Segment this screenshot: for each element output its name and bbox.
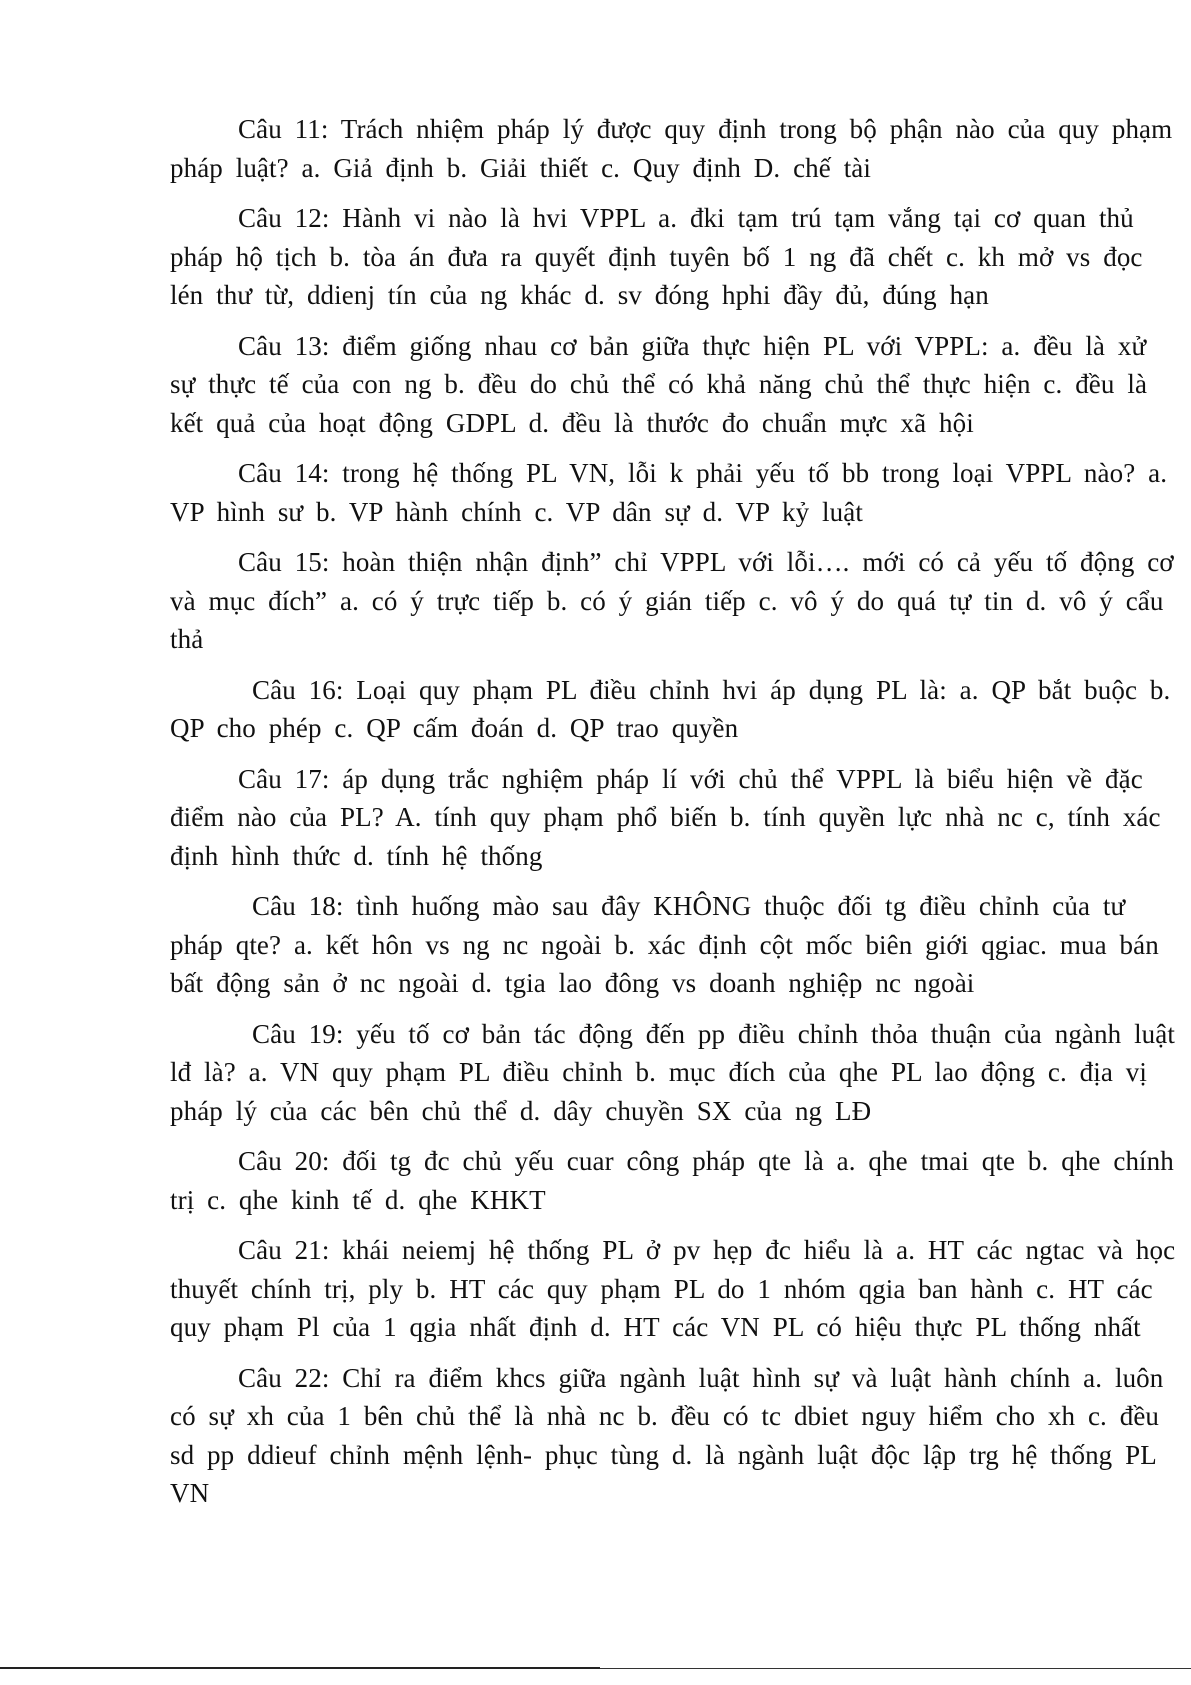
question-list — [170, 110, 1180, 1525]
question-11: Câu 11: Trách nhiệm pháp lý được quy định trong bộ phận nào của quy phạm pháp luật? a. Giả định b. Giải thiết c. Quy định D. chế tài — [170, 114, 1173, 183]
question-17: Câu 17: áp dụng trắc nghiệm pháp lí với chủ thể VPPL là biểu hiện về đặc điểm nào của PL? A. tính quy phạm phổ biến b. tính quyền lực nhà nc c, tính xác định hình thức d. tính hệ thống — [170, 763, 1161, 871]
question-15: Câu 15: hoàn thiện nhận định” chỉ VPPL với lỗi…. mới có cả yếu tố động cơ và mục đích” a. có ý trực tiếp b. có ý gián tiếp c. vô ý do quá tự tin d. vô ý cẩu thả — [170, 547, 1174, 654]
question-22: Câu 22: Chỉ ra điểm khcs giữa ngành luật hình sự và luật hành chính a. luôn có sự xh của 1 bên chủ thể là nhà nc b. đều có tc dbiet nguy hiểm cho xh c. đều sd pp ddieuf chỉnh mệnh lệnh- phục tùng d. là ngành luật độc lập trg hệ thống PL VN — [170, 1362, 1164, 1508]
question-13: Câu 13: điểm giống nhau cơ bản giữa thực hiện PL với VPPL: a. đều là xử sự thực tế của con ng b. đều do chủ thể có khả năng chủ thể thực hiện c. đều là kết quả của hoạt động GDPL d. đều là thước đo chuẩn mực xã hội — [170, 330, 1148, 438]
question-14: Câu 14: trong hệ thống PL VN, lỗi k phải yếu tố bb trong loại VPPL nào? a. VP hình sư b. VP hành chính c. VP dân sự d. VP kỷ luật — [170, 458, 1168, 527]
question-19: Câu 19: yếu tố cơ bản tác động đến pp điều chỉnh thỏa thuận của ngành luật lđ là? a. VN quy phạm PL điều chỉnh b. mục đích của qhe PL lao động c. địa vị pháp lý của các bên chủ thể d. dây chuyền SX của ng LĐ — [170, 1018, 1175, 1126]
page-bottom-rule-segment — [0, 1667, 600, 1669]
question-12: Câu 12: Hành vi nào là hvi VPPL a. đki tạm trú tạm vắng tại cơ quan thủ pháp hộ tịch b. tòa án đưa ra quyết định tuyên bố 1 ng đã chết c. kh mở vs đọc lén thư từ, ddienj tín của ng khác d. sv đóng hphi đầy đủ, đúng hạn — [170, 203, 1143, 310]
question-16: Câu 16: Loại quy phạm PL điều chỉnh hvi áp dụng PL là: a. QP bắt buộc b. QP cho phép c. QP cấm đoán d. QP trao quyền — [170, 674, 1171, 743]
question-18: Câu 18: tình huống mào sau đây KHÔNG thuộc đối tg điều chỉnh của tư pháp qte? a. kết hôn vs ng nc ngoài b. xác định cột mốc biên giới qgiac. mua bán bất động sản ở nc ngoài d. tgia lao đông vs doanh nghiệp nc ngoài — [170, 891, 1159, 998]
question-21: Câu 21: khái neiemj hệ thống PL ở pv hẹp đc hiểu là a. HT các ngtac và học thuyết chính trị, ply b. HT các quy phạm PL do 1 nhóm qgia ban hành c. HT các quy phạm Pl của 1 qgia nhất định d. HT các VN PL có hiệu thực PL thống nhất — [170, 1235, 1176, 1342]
question-20: Câu 20: đối tg đc chủ yếu cuar công pháp qte là a. qhe tmai qte b. qhe chính trị c. qhe kinh tế d. qhe KHKT — [170, 1146, 1174, 1215]
